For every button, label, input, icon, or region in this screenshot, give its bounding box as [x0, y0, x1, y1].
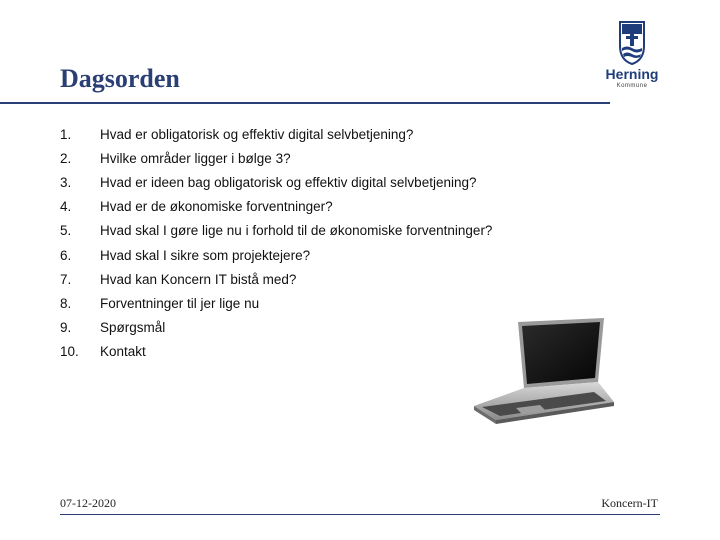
laptop-icon	[466, 316, 616, 426]
title-divider	[0, 102, 610, 104]
agenda-text: Hvad skal I sikre som projektejere?	[100, 247, 311, 263]
agenda-number: 1.	[60, 126, 72, 142]
footer-divider	[60, 514, 660, 515]
agenda-item	[60, 243, 492, 267]
agenda-item	[60, 122, 492, 146]
agenda-text: Kontakt	[100, 344, 146, 360]
agenda-number: 10.	[60, 344, 79, 360]
agenda-number: 2.	[60, 150, 72, 166]
agenda-item	[60, 195, 492, 219]
herning-crest-icon	[596, 18, 668, 66]
agenda-text: Hvad er obligatorisk og effektiv digital selvbetjening?	[100, 126, 414, 142]
agenda-number: 7.	[60, 271, 72, 287]
agenda-number: 8.	[60, 295, 72, 311]
agenda-text: Hvad er de økonomiske forventninger?	[100, 199, 333, 215]
agenda-number: 4.	[60, 199, 72, 215]
agenda-item	[60, 316, 492, 340]
agenda-text: Hvad er ideen bag obligatorisk og effektiv digital selvbetjening?	[100, 174, 477, 190]
agenda-item	[60, 170, 492, 194]
agenda-number: 5.	[60, 223, 72, 239]
slide-title: Dagsorden	[60, 64, 180, 93]
agenda-item	[60, 146, 492, 170]
agenda-text: Hvad skal I gøre lige nu i forhold til de økonomiske forventninger?	[100, 223, 493, 239]
footer-date: 07-12-2020	[60, 496, 116, 510]
agenda-text: Hvad kan Koncern IT bistå med?	[100, 271, 297, 287]
agenda-item	[60, 340, 492, 364]
logo-subtitle: Kommune	[616, 83, 648, 89]
agenda-item	[60, 267, 492, 291]
agenda-text: Hvilke områder ligger i bølge 3?	[100, 150, 291, 166]
agenda-item	[60, 219, 492, 243]
herning-logo	[596, 18, 668, 94]
agenda-number: 3.	[60, 174, 72, 190]
agenda-text: Spørgsmål	[100, 320, 166, 336]
footer-organization: Koncern-IT	[601, 496, 658, 510]
agenda-number: 6.	[60, 247, 72, 263]
logo-name: Herning	[605, 66, 659, 82]
agenda-number: 9.	[60, 320, 72, 336]
agenda-item	[60, 291, 492, 315]
agenda-list	[60, 122, 492, 364]
agenda-text: Forventninger til jer lige nu	[100, 295, 260, 311]
